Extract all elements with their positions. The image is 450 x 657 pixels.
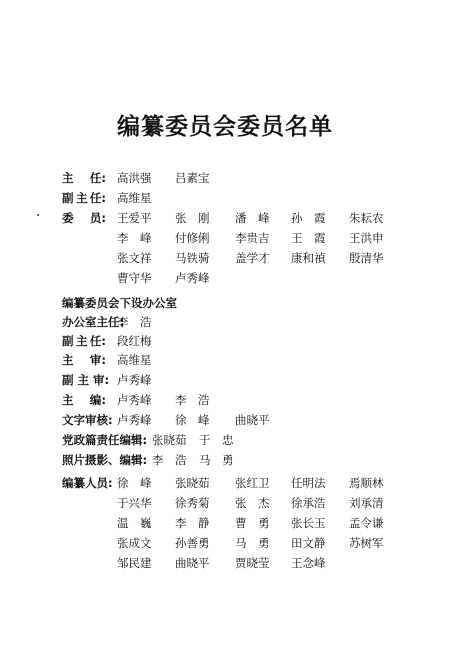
person-name: 任明法 (291, 476, 326, 490)
office-heading: 编纂委员会下设办公室 (62, 296, 177, 310)
person-name: 曲晓平 (235, 413, 270, 427)
office-role: 照片摄影、编辑: (62, 453, 148, 467)
person-name: 王爱平 (117, 211, 152, 225)
person-name: 张长玉 (291, 516, 326, 530)
office-role: 副 主 任: (62, 334, 106, 348)
person-name: 贾晓莹 (235, 556, 270, 570)
person-name: 徐 峰 (175, 413, 210, 427)
person-name: 马 勇 (199, 453, 234, 467)
person-name: 张晓茹 (152, 433, 187, 447)
person-name: 张晓茹 (175, 476, 210, 490)
office-role: 主 审: (62, 353, 106, 367)
editors-role: 编纂人员: (62, 476, 113, 490)
person-name: 卢秀峰 (117, 413, 152, 427)
person-name: 李 浩 (175, 393, 210, 407)
person-name: 李 浩 (152, 453, 187, 467)
person-name: 徐承浩 (291, 496, 326, 510)
person-name: 刘承清 (349, 496, 384, 510)
person-name: 曹 勇 (235, 516, 270, 530)
person-name: 段红梅 (117, 334, 152, 348)
person-name: 王洪申 (349, 231, 384, 245)
members-role: 委 员: (62, 211, 106, 225)
person-name: 潘 峰 (235, 211, 270, 225)
person-name: 温 巍 (117, 516, 152, 530)
person-name: 孙 霞 (291, 211, 326, 225)
person-name: 付修俐 (175, 231, 210, 245)
person-name: 焉顺林 (349, 476, 384, 490)
person-name: 李 峰 (117, 231, 152, 245)
person-name: 孟令谦 (349, 516, 384, 530)
person-name: 卢秀峰 (117, 393, 152, 407)
office-role: 党政篇责任编辑: (62, 433, 148, 447)
person-name: 王念峰 (291, 556, 326, 570)
person-name: 盖学才 (235, 251, 270, 265)
person-name: 马铁骑 (175, 251, 210, 265)
person-name: 田文静 (291, 536, 326, 550)
person-name: 马 勇 (235, 536, 270, 550)
office-role: 副 主 审: (62, 373, 110, 387)
person-name: 卢秀峰 (117, 373, 152, 387)
person-name: 张 杰 (235, 496, 270, 510)
page-mark (37, 214, 39, 216)
page-title: 编纂委员会委员名单 (117, 113, 333, 140)
person-name: 于兴华 (117, 496, 152, 510)
deputy-director-role: 副 主 任: (62, 191, 106, 205)
person-name: 徐秀菊 (175, 496, 210, 510)
person-name: 高维星 (117, 353, 152, 367)
person-name: 李 静 (175, 516, 210, 530)
person-name: 高洪强 (117, 171, 152, 185)
person-name: 卢秀峰 (175, 271, 210, 285)
director-role: 主 任: (62, 171, 106, 185)
person-name: 张 刚 (175, 211, 210, 225)
person-name: 苏树军 (349, 536, 384, 550)
person-name: 高维星 (117, 191, 152, 205)
person-name: 曲晓平 (175, 556, 210, 570)
office-role: 主 编: (62, 393, 106, 407)
person-name: 孙善勇 (175, 536, 210, 550)
person-name: 徐 峰 (117, 476, 152, 490)
person-name: 张文祥 (117, 251, 152, 265)
person-name: 朱耘农 (349, 211, 384, 225)
person-name: 李贵吉 (235, 231, 270, 245)
person-name: 曹守华 (117, 271, 152, 285)
office-role: 文字审核: (62, 413, 113, 427)
person-name: 王 霞 (291, 231, 326, 245)
person-name: 张成文 (117, 536, 152, 550)
person-name: 吕素宝 (175, 171, 210, 185)
person-name: 李 浩 (117, 315, 152, 329)
person-name: 张红卫 (235, 476, 270, 490)
person-name: 康和禎 (291, 251, 326, 265)
person-name: 邹民建 (117, 556, 152, 570)
person-name: 殷清华 (349, 251, 384, 265)
office-role: 办公室主任: (62, 315, 125, 329)
person-name: 于 忠 (199, 433, 234, 447)
